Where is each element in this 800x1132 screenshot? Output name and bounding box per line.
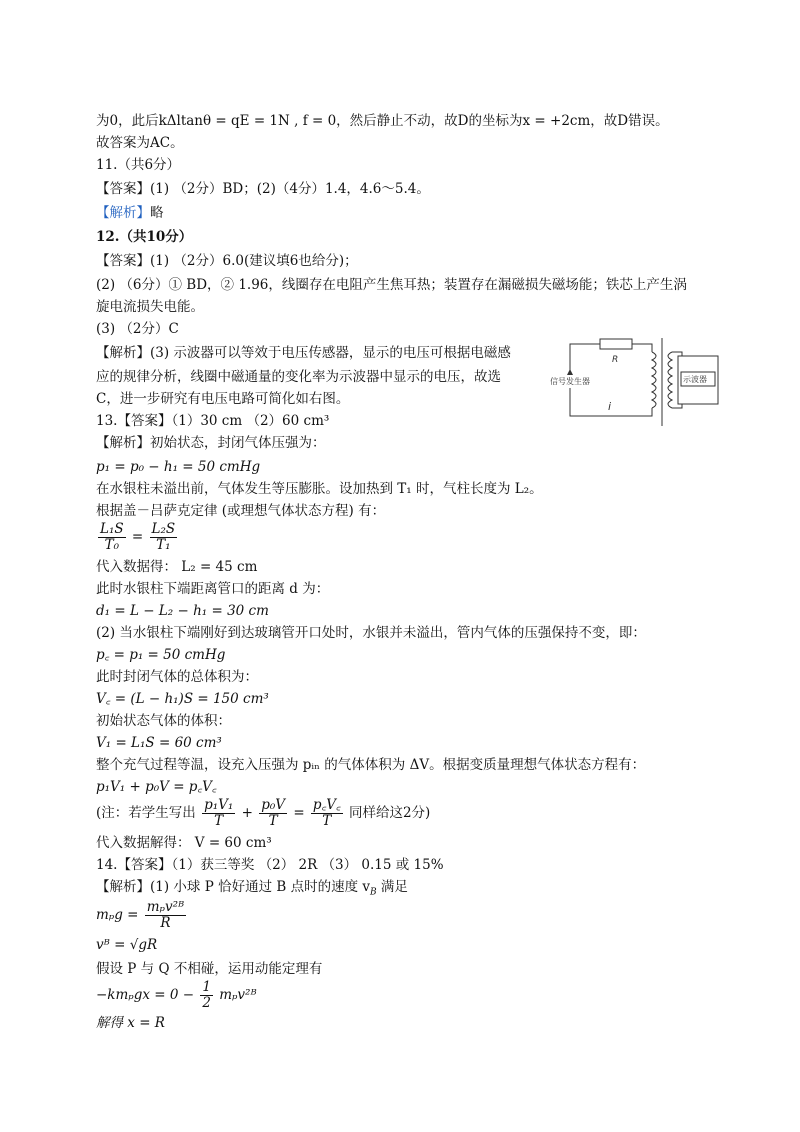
text-line: 此时封闭气体的总体积为： [96,669,258,685]
text-line: 假设 P 与 Q 不相碰，运用动能定理有 [96,961,323,977]
text-line: (2) （6分）① BD，② 1.96，线圈存在电阻产生焦耳热；装置存在漏磁损失磁场能；铁芯上产生涡 [96,277,687,293]
oscilloscope-label: 示波器 [683,375,707,384]
analysis-text: 满足 [376,879,408,895]
analysis-text: (3) 示波器可以等效于电压传感器，显示的电压可根据电磁感 [150,345,511,361]
circuit-diagram [550,334,720,434]
equation: V₁ = L₁S = 60 cm³ [96,735,222,751]
plus-sign: + [241,805,253,821]
answer-tag: 【答案】 [96,253,150,269]
text-line: 在水银柱未溢出前，气体发生等压膨胀。设加热到 T₁ 时，气柱长度为 L₂。 [96,481,543,497]
primary-coil [652,352,656,408]
secondary-coil [668,352,672,408]
numerator: 1 [202,979,211,995]
text-line: 旋电流损失电能。 [96,299,204,315]
equals-sign: = [293,805,305,821]
numerator: mₚv²ᴮ [146,899,185,915]
denominator: T [214,813,224,829]
text-line: 应的规律分析，线圈中磁通量的变化率为示波器中显示的电压，故选 [96,369,501,385]
equation: p꜀ = p₁ = 50 cmHg [96,647,226,663]
answer-line [96,856,444,874]
numerator: p₁V₁ [204,797,234,813]
answer-text: （1）获三等奖 （2） 2R （3） 0.15 或 15% [171,857,444,873]
text-line: 根据盖－吕萨克定律 (或理想气体状态方程) 有： [96,503,386,519]
answer-line [96,180,430,198]
analysis-text: (1) 小球 P 恰好通过 B 点时的速度 v [150,879,371,895]
answer-text: (1) （2分）6.0(建议填6也给分)； [150,253,358,269]
note-text: 同样给这2分) [348,805,431,821]
subscript: B [370,887,377,898]
fraction-equation [96,900,188,931]
denominator: T [268,813,278,829]
answer-line [96,412,329,430]
wire [672,404,682,408]
resistor-label: R [612,355,619,365]
resistor [600,339,632,349]
fraction [202,798,235,829]
arrow-icon [567,369,573,375]
analysis-text: 略 [150,205,164,221]
note-line [96,798,430,829]
fraction [145,900,187,931]
denominator: T₁ [156,537,171,553]
denominator: T₀ [104,537,120,553]
analysis-line [96,344,511,362]
answer-tag: 【答案】 [117,413,172,429]
question-number: 14. [96,857,118,873]
question-number: 12.（共10分） [96,229,193,245]
answer-text: (1) （2分）BD；(2)（4分）1.4，4.6～5.4。 [150,181,430,197]
fraction [98,522,126,553]
equation-lhs: mₚg = [96,907,139,923]
fraction-equation [96,522,179,553]
wire [632,344,652,352]
text-line: 代入数据解得： V = 60 cm³ [96,835,272,851]
denominator: 2 [202,995,211,1011]
denominator: T [322,813,332,829]
analysis-text: 初始状态，封闭气体压强为： [150,435,326,451]
analysis-tag: 【解析】 [96,345,150,361]
analysis-line [96,434,326,452]
fraction [200,980,213,1011]
equals-sign: = [131,529,144,545]
text-line: (2) 当水银柱下端刚好到达玻璃管开口处时，水银并未溢出，管内气体的压强保持不变，即： [96,625,646,641]
fraction [150,522,178,553]
equation: p₁ = p₀ − h₁ = 50 cmHg [96,459,261,475]
fraction [259,798,287,829]
equation: d₁ = L − L₂ − h₁ = 30 cm [96,603,269,619]
equation-lhs: −kmₚgx = 0 − [96,987,195,1003]
text-line: 整个充气过程等温，设充入压强为 pᵢₙ 的气体体积为 ΔV。根据变质量理想气体状态方程有： [96,757,646,773]
text-line: 为0，此后kΔltanθ = qE = 1N , f = 0，然后静止不动，故D的坐标为x = +2cm，故D错误。 [96,113,669,129]
text-line: (3) （2分）C [96,321,179,337]
equation: p₁V₁ + p₀V = p꜀V꜀ [96,779,217,795]
numerator: L₂S [151,521,176,537]
denominator: R [160,915,171,931]
text-line: 初始状态气体的体积： [96,713,231,729]
equation: 解得 x = R [96,1015,165,1031]
text-line: 故答案为AC。 [96,135,184,151]
equation-rhs: mₚv²ᴮ [219,987,257,1003]
wire [672,352,682,356]
answer-tag: 【答案】 [117,857,172,873]
numerator: p꜀V꜀ [312,797,341,813]
text-line: 此时水银柱下端距离管口的距离 d 为： [96,581,330,597]
current-label: i [608,400,612,413]
wire [570,344,600,372]
text-line: C，进一步研究有电压电路可简化如右图。 [96,391,350,407]
equation: V꜀ = (L − h₁)S = 150 cm³ [96,691,269,707]
fraction [311,798,343,829]
answer-tag: 【答案】 [96,181,150,197]
equation: vᴮ = √gR [96,937,158,953]
numerator: p₀V [261,797,286,813]
analysis-line [96,204,164,222]
analysis-tag: 【解析】 [96,879,150,895]
note-text: (注：若学生写出 [96,805,196,821]
answer-text: （1）30 cm （2）60 cm³ [171,413,330,429]
analysis-tag: 【解析】 [96,205,150,221]
answer-line [96,252,358,270]
numerator: L₁S [100,521,124,537]
text-line: 代入数据得： L₂ = 45 cm [96,559,258,575]
question-number: 13. [96,413,118,429]
source-label: 信号发生器 [550,377,590,386]
analysis-line [96,878,408,902]
fraction-equation [96,980,257,1011]
question-number: 11.（共6分） [96,157,181,173]
analysis-tag: 【解析】 [96,435,150,451]
